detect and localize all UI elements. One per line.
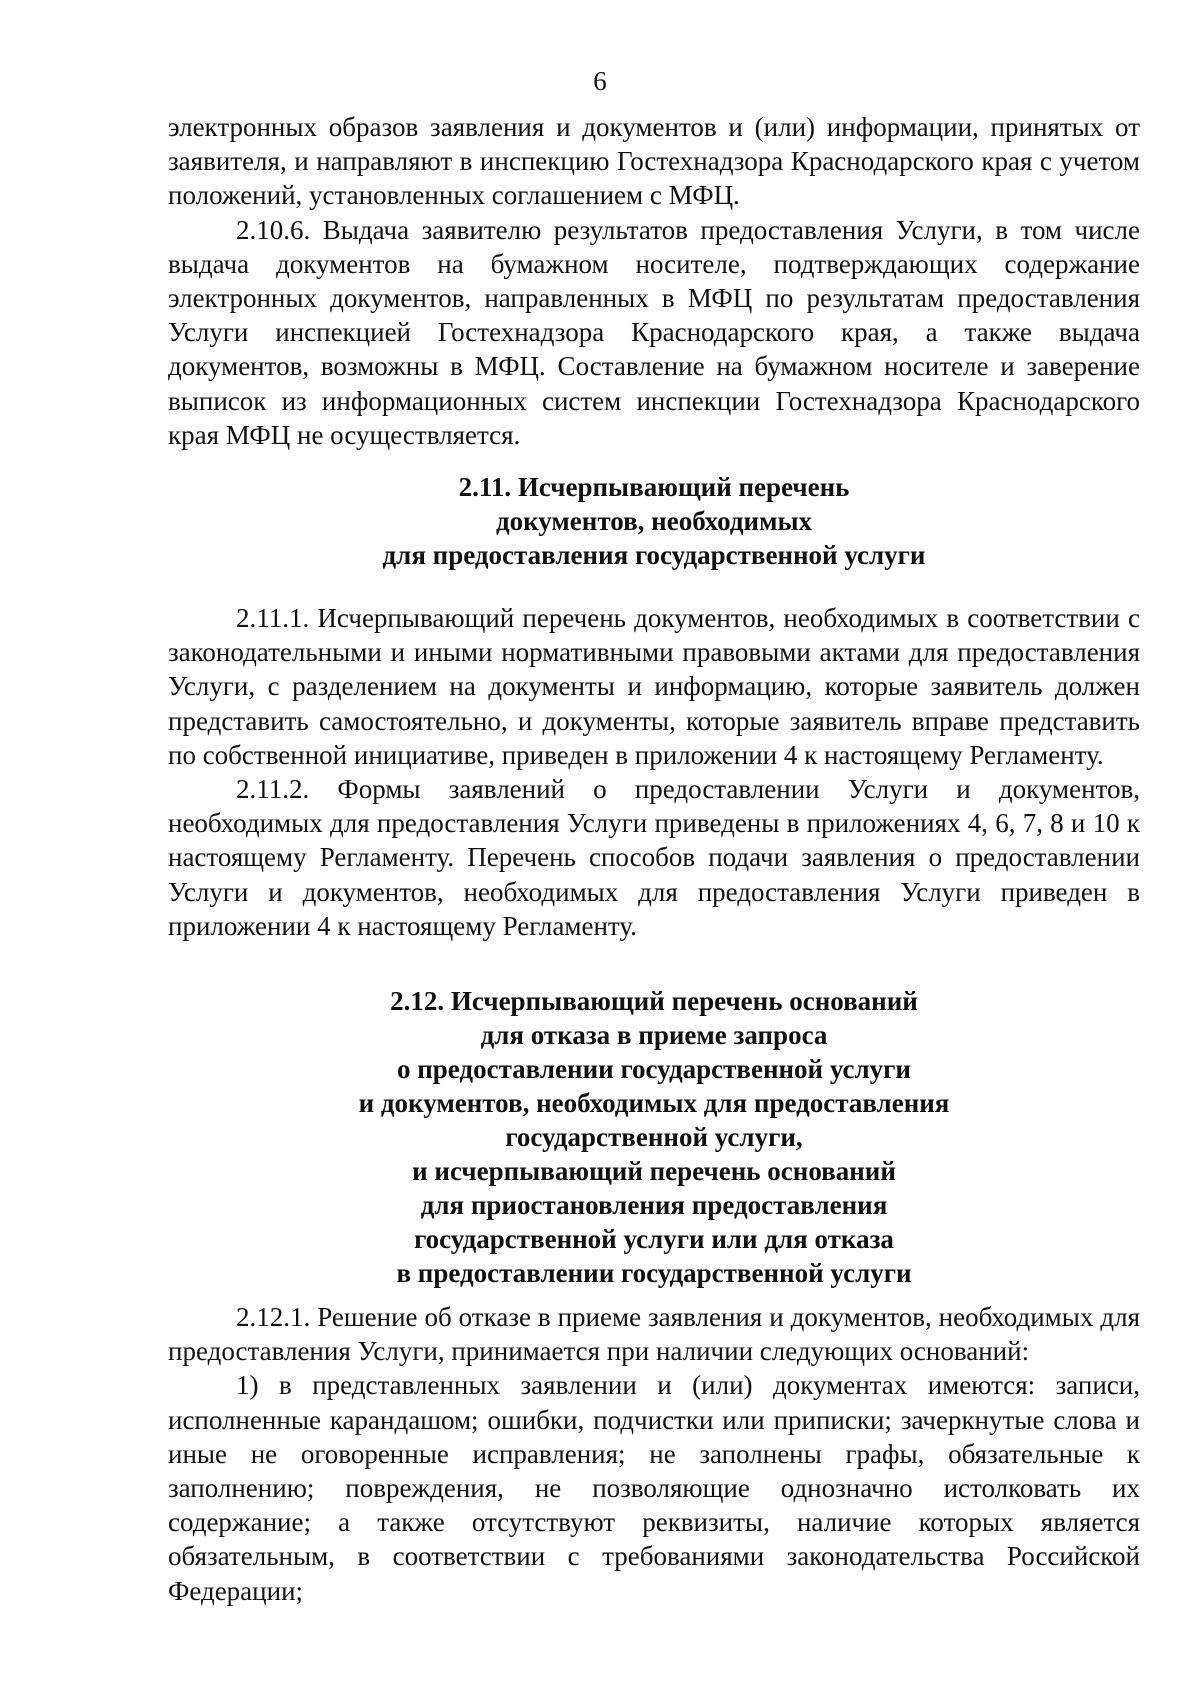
section-heading-2-11 <box>168 470 1140 572</box>
paragraph-2-11-1: 2.11.1. Исчерпывающий перечень документов, необходимых в соответствии с законодательными и иными нормативными правовыми актами для предоставления Услуги, с разделением на документы и информацию, которые заявитель должен представить самостоятельно, и документы, которые заявитель вправе представить по собственной инициативе, приведен в приложении 4 к настоящему Регламенту. <box>168 603 1140 770</box>
section-2-12-body <box>168 1300 1140 1608</box>
heading-line: о предоставлении государственной услуги <box>396 1054 911 1084</box>
heading-line: 2.12. Исчерпывающий перечень оснований <box>390 986 918 1016</box>
page-number: 6 <box>593 66 607 96</box>
heading-line: и документов, необходимых для предоставления <box>358 1088 950 1118</box>
heading-line: государственной услуги, <box>505 1122 803 1152</box>
paragraph-continuation: электронных образов заявления и документов и (или) информации, принятых от заявителя, и направляют в инспекцию Гостехнадзора Краснодарского края с учетом положений, установленных соглашением с МФЦ. <box>168 112 1140 211</box>
heading-line: государственной услуги или для отказа <box>414 1224 894 1254</box>
section-2-11-body <box>168 601 1140 943</box>
heading-line: для отказа в приеме запроса <box>480 1020 828 1050</box>
paragraph-2-11-2: 2.11.2. Формы заявлений о предоставлении Услуги и документов, необходимых для предоставления Услуги приведены в приложениях 4, 6, 7, 8 и 10 к настоящему Регламенту. Перечень способов подачи заявления о предоставлении Услуги и документов, необходимых для предоставления Услуги приведен в приложении 4 к настоящему Регламенту. <box>168 774 1140 941</box>
heading-line: документов, необходимых <box>495 506 813 536</box>
heading-line: для приостановления предоставления <box>420 1190 888 1220</box>
paragraph-2-10-6: 2.10.6. Выдача заявителю результатов предоставления Услуги, в том числе выдача документов на бумажном носителе, подтверждающих содержание электронных документов, направленных в МФЦ по результатам предоставления Услуги инспекцией Гостехнадзора Краснодарского края, а также выдача документов, возможны в МФЦ. Составление на бумажном носителе и заверение выписок из информационных систем инспекции Гостехнадзора Краснодарского края МФЦ не осуществляется. <box>168 214 1140 450</box>
section-heading-2-12 <box>168 984 1140 1290</box>
paragraph-2-12-1-item-1: 1) в представленных заявлении и (или) документах имеются: записи, исполненные карандашом; ошибки, подчистки или приписки; зачеркнутые слова и иные не оговоренные исправления; не заполнены графы, обязательные к заполнению; повреждения, не позволяющие однозначно истолковать их содержание; а также отсутствуют реквизиты, наличие которых является обязательным, в соответствии с требованиями законодательства Российской Федерации; <box>168 1370 1140 1606</box>
heading-line: для предоставления государственной услуги <box>382 540 926 570</box>
heading-line: в предоставлении государственной услуги <box>396 1258 912 1288</box>
heading-line: 2.11. Исчерпывающий перечень <box>458 472 850 502</box>
heading-line: и исчерпывающий перечень оснований <box>412 1156 896 1186</box>
section-2-10-continuation <box>168 110 1140 452</box>
paragraph-2-12-1: 2.12.1. Решение об отказе в приеме заявления и документов, необходимых для предоставления Услуги, принимается при наличии следующих оснований: <box>168 1302 1140 1367</box>
